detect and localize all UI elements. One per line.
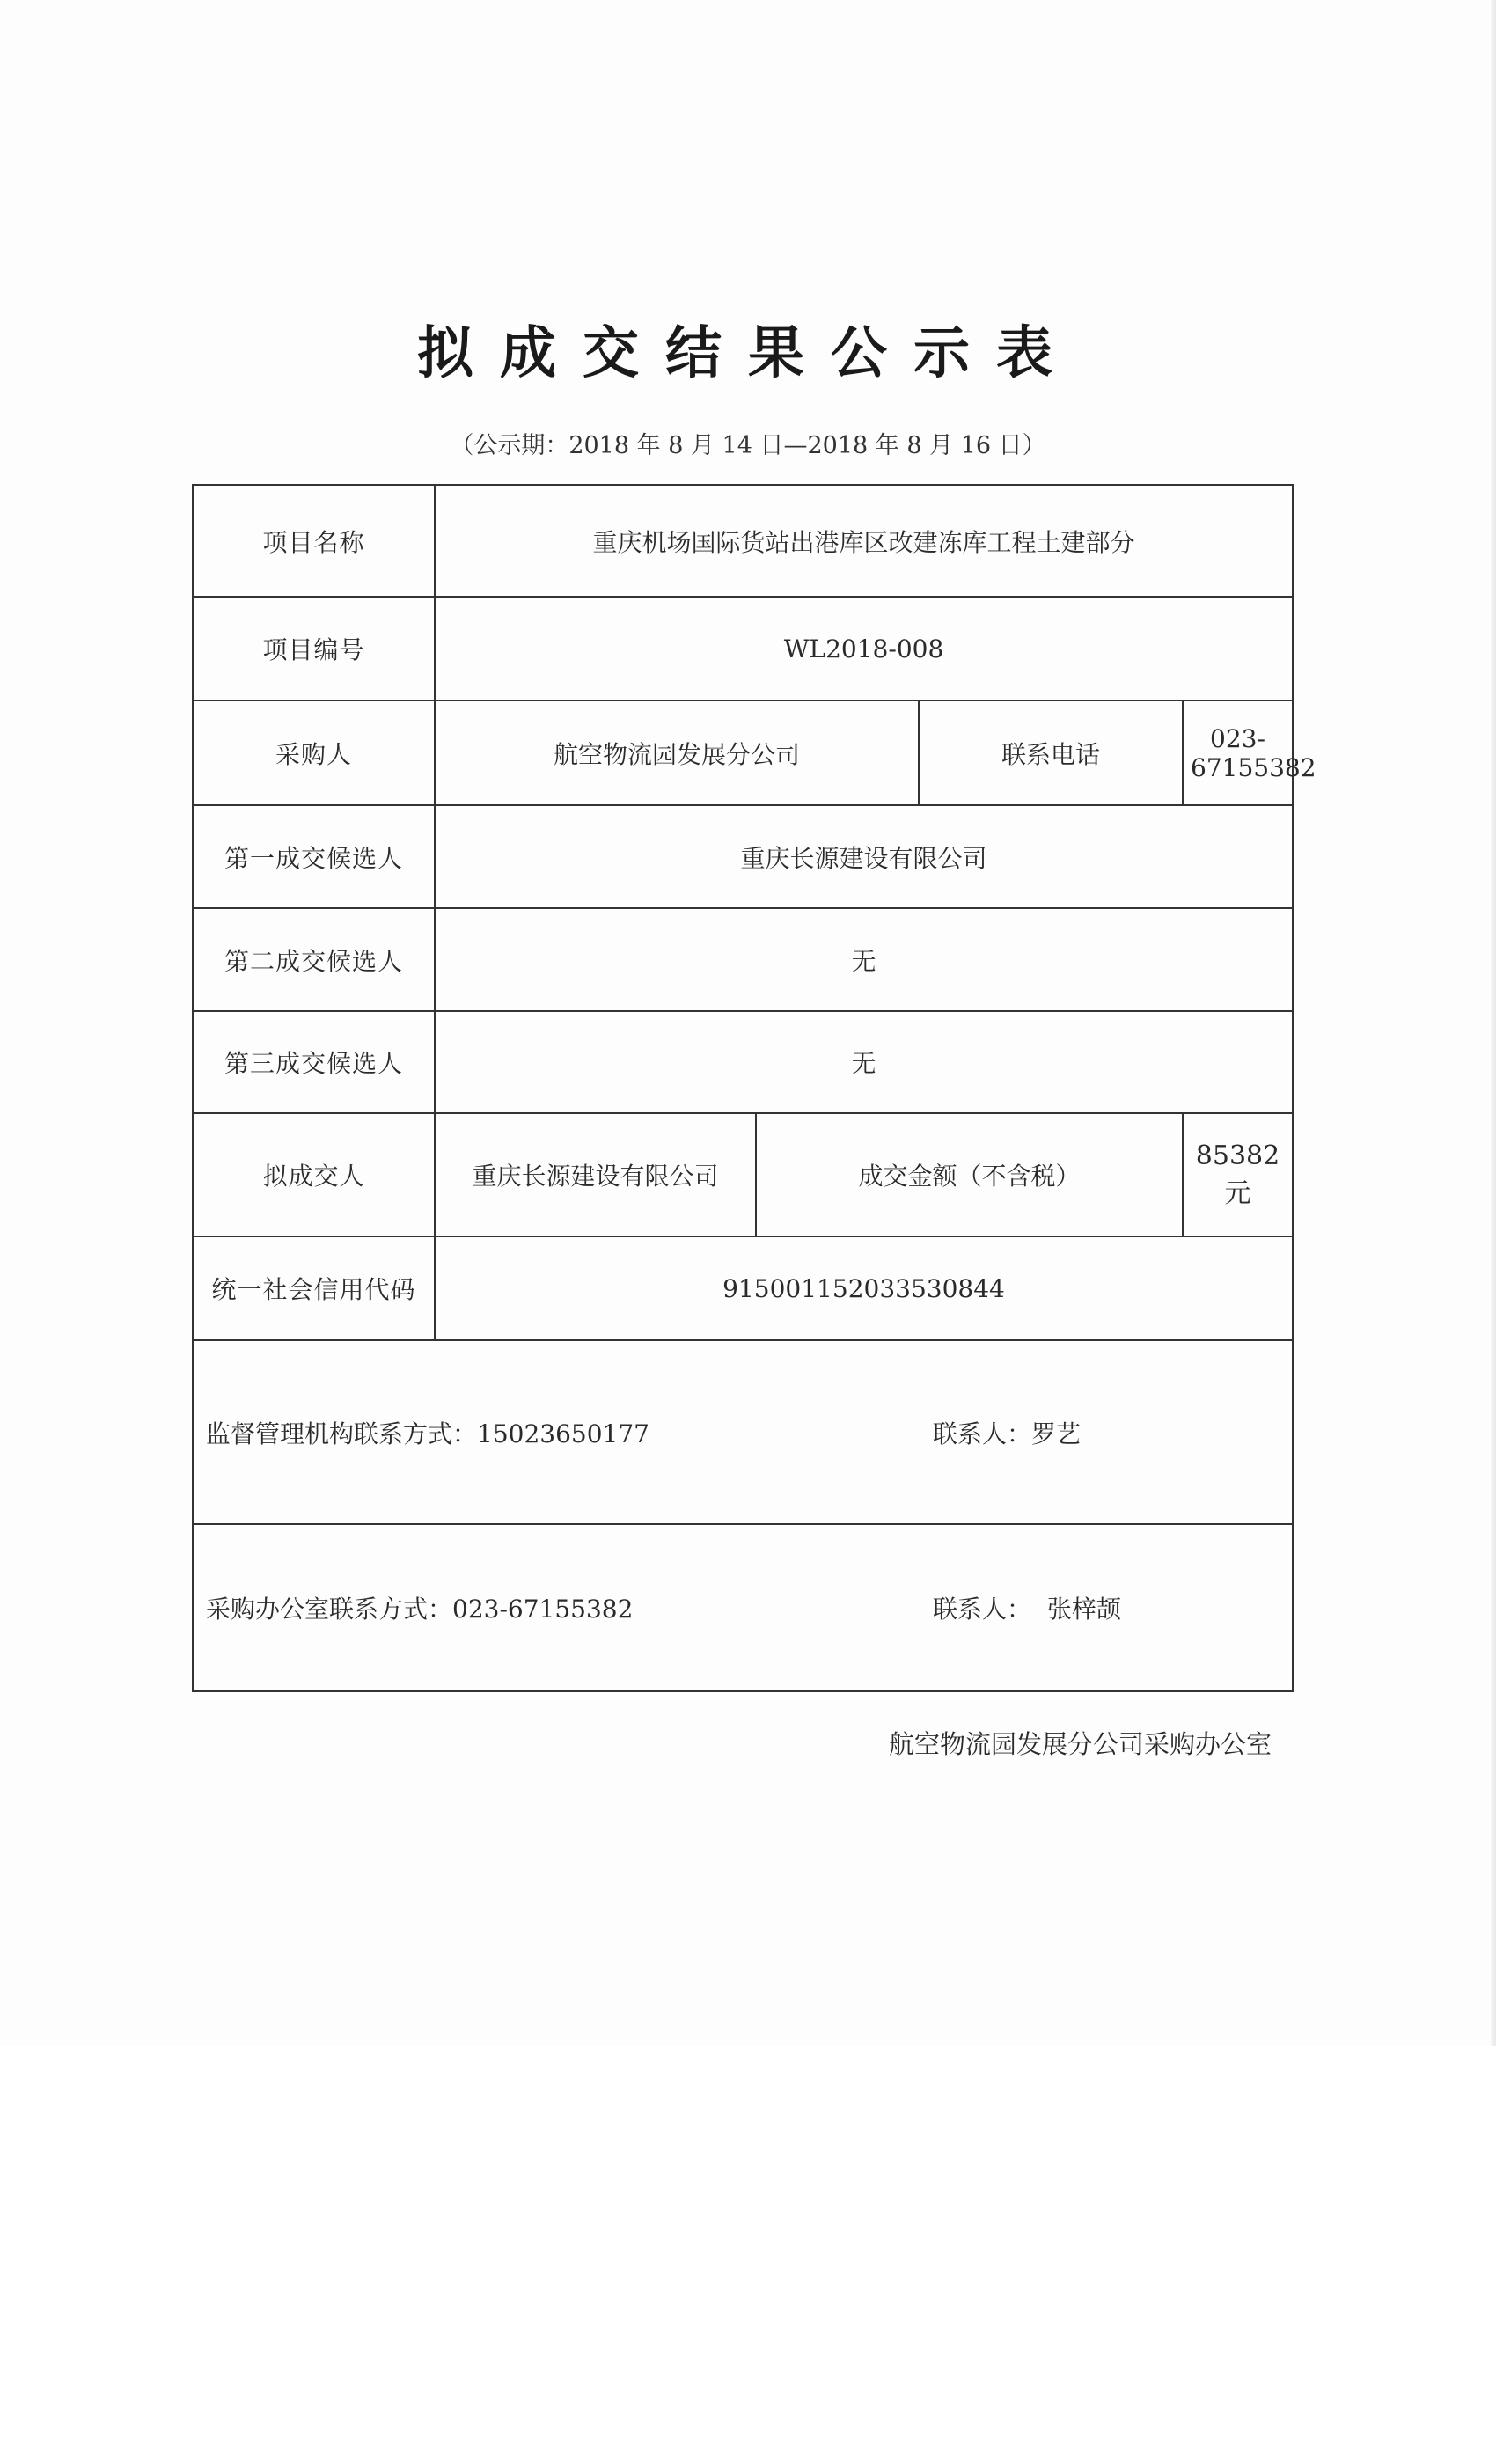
first-candidate-label: 第一成交候选人 bbox=[193, 805, 435, 908]
table-row bbox=[193, 805, 1293, 908]
proposed-winner-label: 拟成交人 bbox=[193, 1113, 435, 1236]
proposed-winner-value: 重庆长源建设有限公司 bbox=[435, 1113, 756, 1236]
procurement-contact-cell bbox=[193, 1524, 1293, 1691]
issuer-signature: 航空物流园发展分公司采购办公室 bbox=[889, 1729, 1272, 1759]
document-title: 拟成交结果公示表 bbox=[417, 321, 1079, 386]
amount-value: 85382 元 bbox=[1183, 1113, 1293, 1236]
notice-period: （公示期：2018 年 8 月 14 日—2018 年 8 月 16 日） bbox=[450, 432, 1046, 459]
credit-code-value: 915001152033530844 bbox=[435, 1236, 1293, 1340]
result-table bbox=[192, 484, 1316, 1692]
table-row bbox=[193, 1340, 1293, 1524]
purchaser-value: 航空物流园发展分公司 bbox=[435, 700, 919, 805]
supervision-contact-cell bbox=[193, 1340, 1293, 1524]
table-row bbox=[193, 908, 1293, 1011]
table-row bbox=[193, 485, 1293, 597]
procurement-person: 联系人： 张梓颉 bbox=[933, 1595, 1121, 1624]
second-candidate-label: 第二成交候选人 bbox=[193, 908, 435, 1011]
table-row bbox=[193, 1524, 1293, 1691]
supervision-person: 联系人：罗艺 bbox=[933, 1419, 1082, 1448]
project-name-value: 重庆机场国际货站出港库区改建冻库工程土建部分 bbox=[435, 485, 1293, 597]
table-row bbox=[193, 1236, 1293, 1340]
credit-code-label: 统一社会信用代码 bbox=[193, 1236, 435, 1340]
second-candidate-value: 无 bbox=[435, 908, 1293, 1011]
project-number-label: 项目编号 bbox=[193, 597, 435, 700]
purchaser-label: 采购人 bbox=[193, 700, 435, 805]
table-row bbox=[193, 1011, 1293, 1113]
phone-label: 联系电话 bbox=[919, 700, 1183, 805]
procurement-contact: 采购办公室联系方式：023-67155382 bbox=[206, 1595, 634, 1624]
project-number-value: WL2018-008 bbox=[435, 597, 1293, 700]
supervision-contact: 监督管理机构联系方式：15023650177 bbox=[206, 1419, 649, 1448]
scan-edge bbox=[1491, 0, 1496, 2046]
table-row bbox=[193, 597, 1293, 700]
project-name-label: 项目名称 bbox=[193, 485, 435, 597]
phone-value: 023-67155382 bbox=[1183, 700, 1293, 805]
third-candidate-label: 第三成交候选人 bbox=[193, 1011, 435, 1113]
table-row bbox=[193, 700, 1293, 805]
table-row bbox=[193, 1113, 1293, 1236]
third-candidate-value: 无 bbox=[435, 1011, 1293, 1113]
amount-label: 成交金额（不含税） bbox=[756, 1113, 1183, 1236]
first-candidate-value: 重庆长源建设有限公司 bbox=[435, 805, 1293, 908]
